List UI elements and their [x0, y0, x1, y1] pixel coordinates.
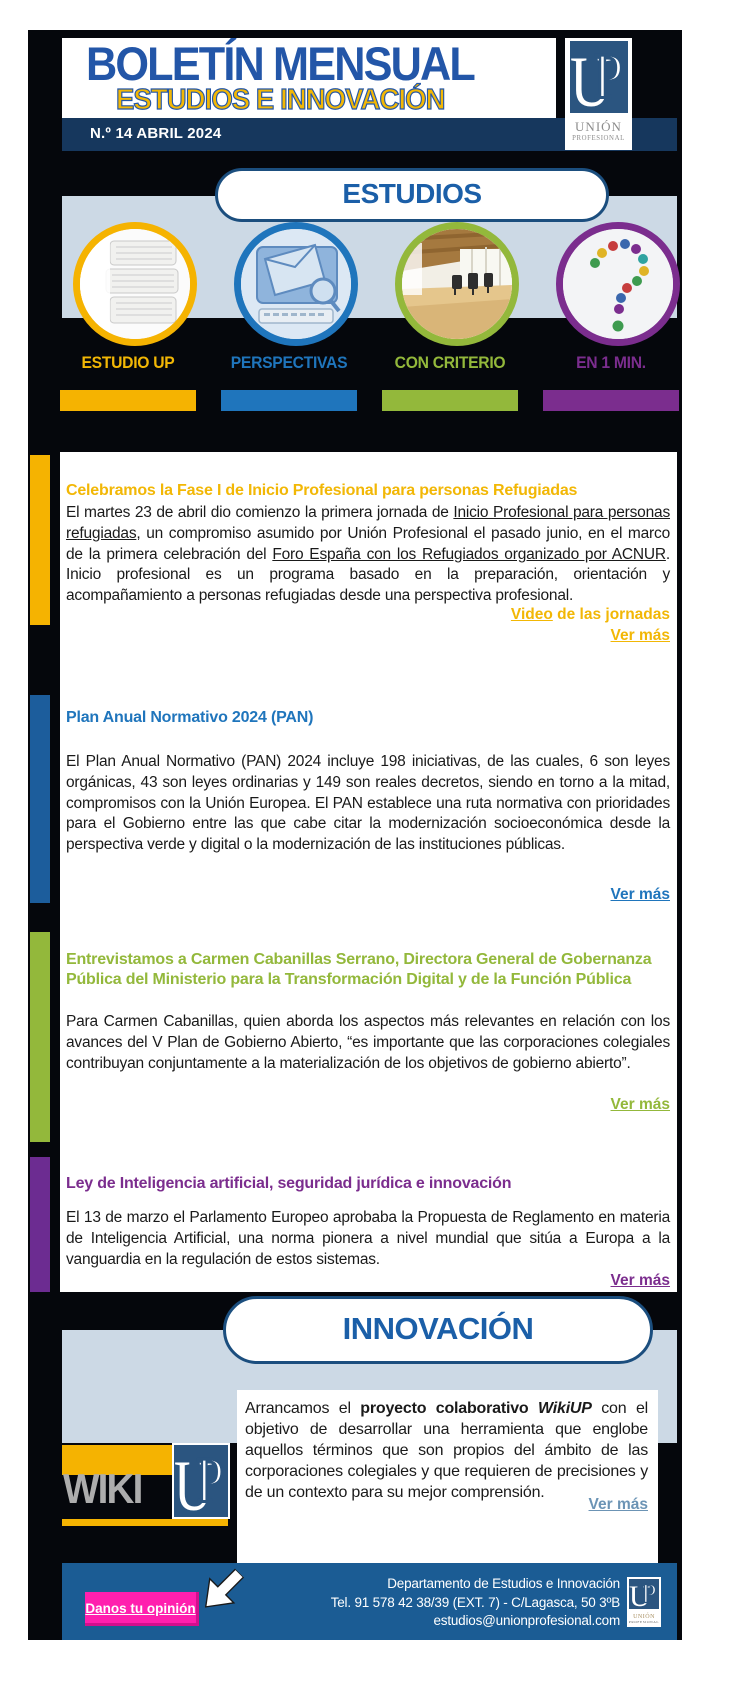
- article2-body: [66, 752, 670, 856]
- article1-ver-mas-link[interactable]: Ver más: [610, 627, 670, 644]
- category-label-estudio-up[interactable]: ESTUDIO UP: [81, 354, 175, 372]
- wikiup-text: con el objetivo de desarrollar una herramienta que englobe aquellos términos que son propios del ámbito de las corporaciones colegiales y que requieren de precisiones y de un contexto para su mejor comprensión.: [245, 1400, 648, 1501]
- category-circle-estudio-up[interactable]: [73, 222, 197, 346]
- question-pins-icon: [563, 229, 673, 339]
- article1-text: , un compromiso asumido por Unión Profesional el pasado junio, en el marco de la primera celebración del: [66, 524, 670, 563]
- article2-ver-mas-link[interactable]: Ver más: [610, 886, 670, 903]
- article4-links: [66, 1270, 670, 1291]
- category-circle-en-1-min[interactable]: [556, 222, 680, 346]
- article1-body: [66, 503, 670, 607]
- wikiup-body: [245, 1398, 648, 1503]
- article3-links: [66, 1094, 670, 1115]
- article1-link-foro-acnur[interactable]: Foro España con los Refugiados organizado por ACNUR: [272, 545, 666, 563]
- article1-link-inicio-profesional[interactable]: Inicio Profesional para personas refugiadas: [66, 504, 670, 542]
- feedback-button[interactable]: Danos tu opinión: [85, 1592, 199, 1626]
- article3-title: Entrevistamos a Carmen Cabanillas Serrano, Directora General de Gobernanza Pública del Ministerio para la Transformación Digital y de la Función Pública: [66, 951, 652, 988]
- up-logo-icon: [570, 41, 628, 113]
- footer-phone-address: Tel. 91 578 42 38/39 (EXT. 7) - C/Lagasca, 50 3ºB: [330, 1594, 620, 1610]
- section-title-estudios: ESTUDIOS: [215, 168, 609, 222]
- wikiup-name: WikiUP: [537, 1400, 592, 1417]
- category-circle-perspectivas[interactable]: [234, 222, 358, 346]
- category-bar-yellow: [60, 390, 196, 411]
- wikiup-logo-underline: [62, 1519, 228, 1526]
- category-bar-purple: [543, 390, 679, 411]
- category-bar-blue: [221, 390, 357, 411]
- issue-number: N.º 14 ABRIL 2024: [90, 125, 222, 142]
- footer-contact: [331, 1575, 620, 1631]
- logo-org-name: UNIÓN: [575, 119, 622, 134]
- category-label-con-criterio[interactable]: CON CRITERIO: [394, 354, 506, 372]
- article4-text: El 13 de marzo el Parlamento Europeo aprobaba la Propuesta de Reglamento en materia de Inteligencia Artificial, una norma pionera a nivel mundial que sitúa a Europa a la vanguardia en la regulación de estos sistemas.: [66, 1209, 670, 1268]
- up-logo-icon: [629, 1579, 659, 1609]
- papers-stack-icon: [80, 229, 190, 339]
- category-label-perspectivas[interactable]: PERSPECTIVAS: [230, 354, 348, 372]
- section-title-innovacion: INNOVACIÓN: [223, 1296, 653, 1364]
- article1-video-link[interactable]: Video de las jornadas: [510, 606, 670, 623]
- article3-body: [66, 1012, 670, 1074]
- article4-ver-mas-link[interactable]: Ver más: [610, 1272, 670, 1289]
- article1-text: El martes 23 de abril dio comienzo la primera jornada de: [66, 504, 454, 521]
- article2-accent-bar: [30, 695, 50, 903]
- article2-title: Plan Anual Normativo 2024 (PAN): [66, 709, 314, 726]
- article2-links: [66, 884, 670, 905]
- category-label-en-1-min[interactable]: EN 1 MIN.: [576, 354, 646, 372]
- footer: [62, 1563, 677, 1640]
- newsletter-title: BOLETÍN MENSUAL: [86, 37, 474, 90]
- up-logo-icon: [172, 1443, 230, 1519]
- computer-mail-icon: [241, 229, 351, 339]
- article4-body: [66, 1208, 670, 1270]
- footer-logo-org-name2: PROFESIONAL: [628, 1620, 660, 1624]
- article3-text: Para Carmen Cabanillas, quien aborda los aspectos más relevantes en relación con los avances del V Plan de Gobierno Abierto, “es importante que las corporaciones colegiales contribuyan conjuntamente a la materialización de los objetivos de gobierno abierto”.: [66, 1013, 670, 1072]
- wikiup-text-bold: proyecto colaborativo: [360, 1400, 538, 1417]
- union-profesional-logo[interactable]: [565, 38, 632, 150]
- footer-department: Departamento de Estudios e Innovación: [387, 1576, 620, 1591]
- article1-title: Celebramos la Fase I de Inicio Profesional para personas Refugiadas: [66, 482, 578, 499]
- wikiup-text: Arrancamos el: [245, 1400, 361, 1417]
- footer-email: estudios@unionprofesional.com: [433, 1613, 620, 1628]
- article1-accent-bar: [30, 455, 50, 625]
- article4-title: Ley de Inteligencia artificial, seguridad jurídica e innovación: [66, 1175, 512, 1192]
- article1-links: [66, 604, 670, 646]
- article4-accent-bar: [30, 1157, 50, 1292]
- wikiup-panel: [237, 1390, 658, 1563]
- footer-logo-org-name: UNIÓN: [633, 1614, 655, 1620]
- wikiup-logo[interactable]: [62, 1443, 228, 1525]
- office-room-icon: [402, 229, 512, 339]
- wikiup-logo-text: WIKI: [63, 1465, 142, 1512]
- article3-accent-bar: [30, 932, 50, 1142]
- footer-logo[interactable]: [627, 1577, 661, 1627]
- logo-org-name2: PROFESIONAL: [572, 135, 625, 142]
- article1-text: . Inicio profesional es un programa basado en la preparación, orientación y acompañamiento a personas refugiadas desde una perspectiva profesional.: [66, 545, 670, 605]
- article2-text: El Plan Anual Normativo (PAN) 2024 incluye 198 iniciativas, de las cuales, 6 son leyes orgánicas, 43 son leyes ordinarias y 149 son reales decretos, siendo en torno a la mitad, compromisos con la Unión Europea. El PAN establece una ruta normativa con prioridades para el Gobierno entre las que cabe citar la modernización socioeconómica desde la perspectiva verde y digital o la modernización de las instituciones públicas.: [66, 753, 670, 854]
- arrow-icon: [196, 1565, 246, 1615]
- category-bar-green: [382, 390, 518, 411]
- wikiup-ver-mas-link[interactable]: Ver más: [588, 1496, 648, 1513]
- article3-ver-mas-link[interactable]: Ver más: [610, 1096, 670, 1113]
- category-circle-con-criterio[interactable]: [395, 222, 519, 346]
- newsletter-subtitle: ESTUDIOS E INNOVACIÓN: [116, 84, 445, 116]
